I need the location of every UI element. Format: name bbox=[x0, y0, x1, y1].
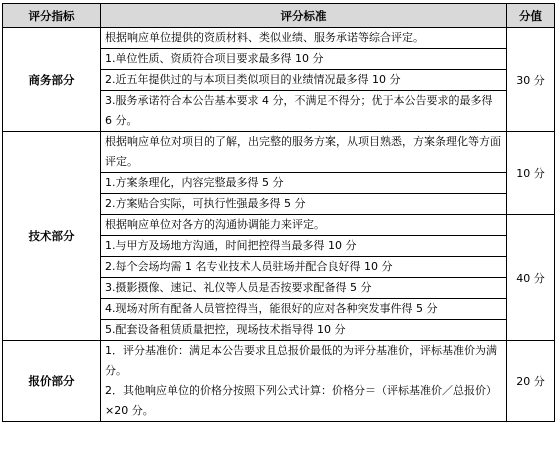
criterion-cell: 2.近五年提供过的与本项目类似项目的业绩情况最多得 10 分 bbox=[101, 70, 507, 91]
scoring-table bbox=[2, 3, 555, 422]
score-price: 20 分 bbox=[507, 341, 555, 422]
header-standard: 评分标准 bbox=[101, 4, 507, 28]
table-row bbox=[3, 132, 555, 173]
table-row bbox=[3, 28, 555, 49]
criterion-cell: 1．评分基准价：满足本公告要求且总报价最低的为评分基准价，评标基准价为满分。 2．其他响应单位的价格分按照下列公式计算：价格分＝（评标基准价／总报价）×20 分。 bbox=[101, 341, 507, 422]
header-score: 分值 bbox=[507, 4, 555, 28]
criterion-cell: 根据响应单位对项目的了解，出完整的服务方案，从项目熟悉，方案条理化等方面评定。 bbox=[101, 132, 507, 173]
score-technical-coordination: 40 分 bbox=[507, 215, 555, 341]
criterion-cell: 根据响应单位对各方的沟通协调能力来评定。 bbox=[101, 215, 507, 236]
category-technical: 技术部分 bbox=[3, 132, 101, 341]
criterion-cell: 根据响应单位提供的资质材料、类似业绩、服务承诺等综合评定。 bbox=[101, 28, 507, 49]
category-price: 报价部分 bbox=[3, 341, 101, 422]
category-business: 商务部分 bbox=[3, 28, 101, 132]
criterion-cell: 3.服务承诺符合本公告基本要求 4 分，不满足不得分；优于本公告要求的最多得 6 分。 bbox=[101, 91, 507, 132]
criterion-cell: 3.摄影摄像、速记、礼仪等人员是否按要求配备得 5 分 bbox=[101, 278, 507, 299]
criterion-cell: 4.现场对所有配备人员管控得当，能很好的应对各种突发事件得 5 分 bbox=[101, 299, 507, 320]
criterion-cell: 1.方案条理化，内容完整最多得 5 分 bbox=[101, 173, 507, 194]
criterion-cell: 1.单位性质、资质符合项目要求最多得 10 分 bbox=[101, 49, 507, 70]
table-row bbox=[3, 341, 555, 422]
score-technical-plan: 10 分 bbox=[507, 132, 555, 215]
header-row bbox=[3, 4, 555, 28]
criterion-cell: 2.方案贴合实际，可执行性强最多得 5 分 bbox=[101, 194, 507, 215]
criterion-cell: 5.配套设备租赁质量把控，现场技术指导得 10 分 bbox=[101, 320, 507, 341]
score-business: 30 分 bbox=[507, 28, 555, 132]
header-indicator: 评分指标 bbox=[3, 4, 101, 28]
criterion-cell: 1.与甲方及场地方沟通，时间把控得当最多得 10 分 bbox=[101, 236, 507, 257]
criterion-cell: 2.每个会场均需 1 名专业技术人员驻场并配合良好得 10 分 bbox=[101, 257, 507, 278]
